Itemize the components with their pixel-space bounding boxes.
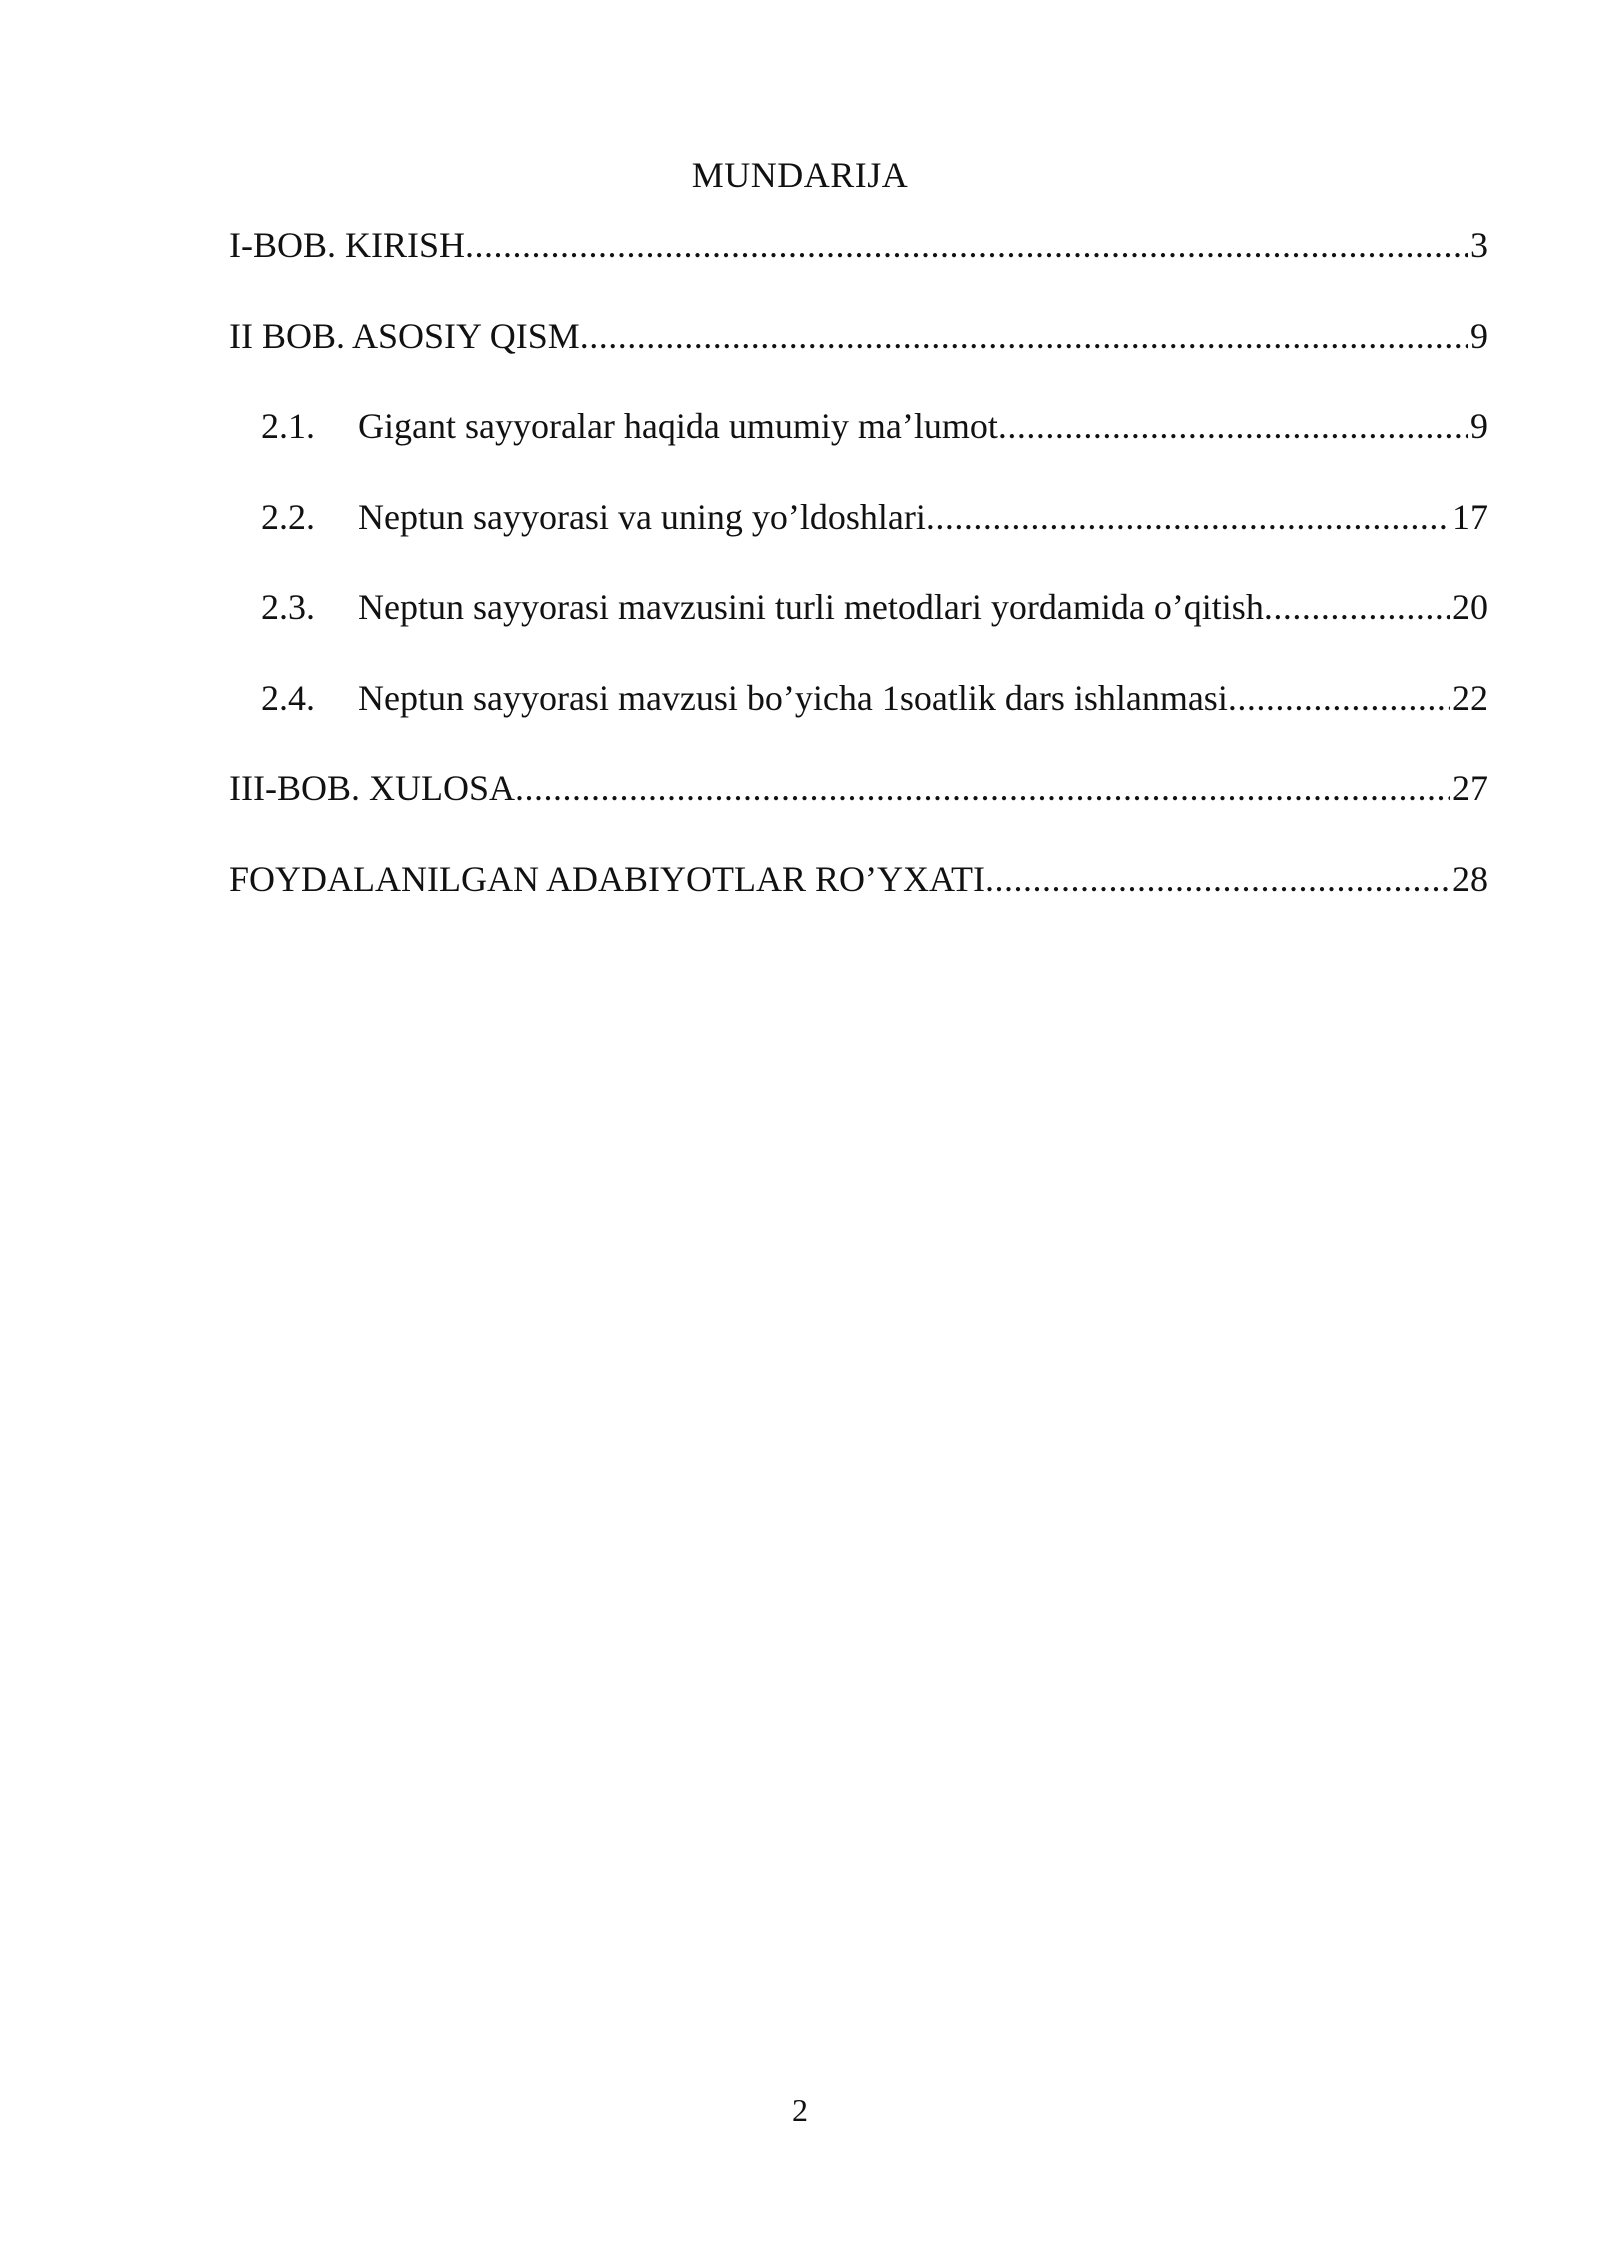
- dot-leader: [926, 492, 1450, 542]
- toc-entry-text: FOYDALANILGAN ADABIYOTLAR RO’YXATI: [229, 858, 985, 899]
- toc-entry-chapter-1[interactable]: [229, 220, 1488, 311]
- toc-entry-number: 2.2.: [261, 496, 315, 537]
- toc-entry-text: Neptun sayyorasi mavzusi bo’yicha 1soatlik dars ishlanmasi: [358, 677, 1228, 718]
- toc-entry-page: 3: [1470, 225, 1488, 265]
- dot-leader: [515, 763, 1450, 813]
- toc-entry-chapter-3[interactable]: [229, 763, 1488, 854]
- toc-entry-number: 2.1.: [261, 406, 315, 446]
- toc-entry-references[interactable]: [229, 854, 1488, 945]
- dot-leader: [465, 220, 1468, 270]
- toc-entry-text: III-BOB. XULOSA: [229, 768, 515, 808]
- toc-entry-page: 17: [1452, 496, 1488, 537]
- toc-entry-text: II BOB. ASOSIY QISM: [229, 315, 580, 356]
- toc-entry-number: 2.4.: [261, 677, 315, 718]
- toc-entry-text: Neptun sayyorasi mavzusini turli metodlari yordamida o’qitish: [358, 587, 1264, 627]
- toc-entry-page: 9: [1470, 315, 1488, 356]
- toc-entry-text: I-BOB. KIRISH: [229, 225, 466, 265]
- dot-leader: [985, 854, 1450, 904]
- toc-entry-number: 2.3.: [261, 587, 315, 627]
- toc-entry-text: Neptun sayyorasi va uning yo’ldoshlari: [358, 496, 926, 537]
- table-of-contents: [229, 220, 1488, 944]
- toc-entry-page: 22: [1452, 677, 1488, 718]
- toc-entry-page: 27: [1452, 768, 1488, 808]
- toc-entry-text: Gigant sayyoralar haqida umumiy ma’lumot: [358, 406, 998, 446]
- dot-leader: [580, 311, 1468, 361]
- toc-entry-page: 20: [1452, 587, 1488, 627]
- toc-entry-page: 9: [1470, 406, 1488, 446]
- toc-entry-section-2-2[interactable]: [229, 492, 1488, 583]
- dot-leader: [1228, 673, 1450, 723]
- dot-leader: [1264, 582, 1450, 632]
- toc-entry-chapter-2[interactable]: [229, 311, 1488, 402]
- toc-entry-section-2-3[interactable]: [229, 582, 1488, 673]
- toc-entry-section-2-4[interactable]: [229, 673, 1488, 764]
- toc-entry-section-2-1[interactable]: [229, 401, 1488, 492]
- dot-leader: [998, 401, 1468, 451]
- toc-entry-page: 28: [1452, 858, 1488, 899]
- page-number: 2: [792, 2092, 808, 2128]
- toc-heading: MUNDARIJA: [691, 155, 909, 195]
